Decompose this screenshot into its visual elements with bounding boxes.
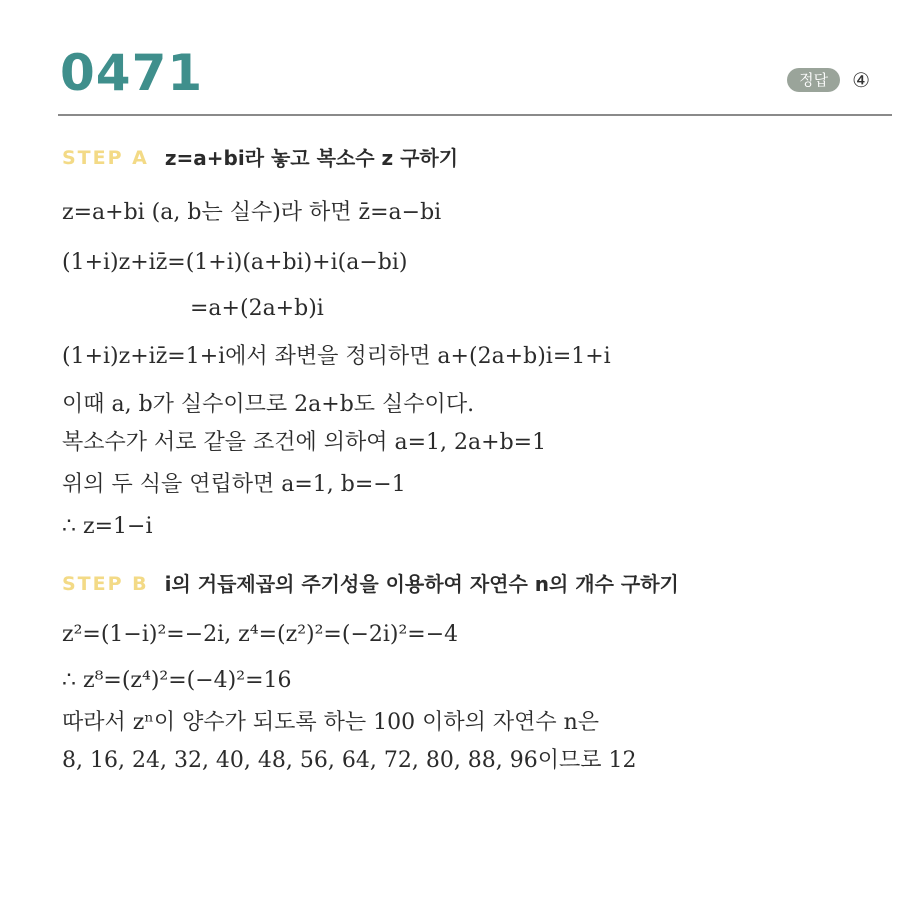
step-b-line-3: 따라서 zⁿ이 양수가 되도록 하는 100 이하의 자연수 n은 xyxy=(62,710,600,735)
header-divider xyxy=(58,114,892,116)
step-a-line-3: =a+(2a+b)i xyxy=(190,296,324,321)
problem-number: 0471 xyxy=(60,44,204,102)
step-a-title: z=a+bi라 놓고 복소수 z 구하기 xyxy=(164,146,459,170)
step-a-line-1: z=a+bi (a, b는 실수)라 하면 z̄=a−bi xyxy=(62,200,442,225)
step-a-line-5: 이때 a, b가 실수이므로 2a+b도 실수이다. xyxy=(62,392,475,417)
step-b-line-4: 8, 16, 24, 32, 40, 48, 56, 64, 72, 80, 88, 96이므로 12 xyxy=(62,748,637,773)
step-a-line-8: ∴ z=1−i xyxy=(62,514,153,539)
step-a-header xyxy=(62,146,458,170)
step-a-line-4: (1+i)z+iz̄=1+i에서 좌변을 정리하면 a+(2a+b)i=1+i xyxy=(62,344,611,369)
step-a-line-2: (1+i)z+iz̄=(1+i)(a+bi)+i(a−bi) xyxy=(62,250,408,275)
answer-badge: 정답 xyxy=(787,68,840,92)
step-b-header xyxy=(62,572,679,596)
step-b-line-2: ∴ z⁸=(z⁴)²=(−4)²=16 xyxy=(62,668,292,693)
answer-area xyxy=(787,68,870,92)
step-b-title: i의 거듭제곱의 주기성을 이용하여 자연수 n의 개수 구하기 xyxy=(164,572,679,596)
step-a-label: STEP A xyxy=(62,146,149,169)
step-b-label: STEP B xyxy=(62,572,149,595)
step-a-line-7: 위의 두 식을 연립하면 a=1, b=−1 xyxy=(62,472,406,497)
step-b-line-1: z²=(1−i)²=−2i, z⁴=(z²)²=(−2i)²=−4 xyxy=(62,622,459,647)
step-a-line-6: 복소수가 서로 같을 조건에 의하여 a=1, 2a+b=1 xyxy=(62,430,547,455)
answer-value: ④ xyxy=(852,68,870,92)
